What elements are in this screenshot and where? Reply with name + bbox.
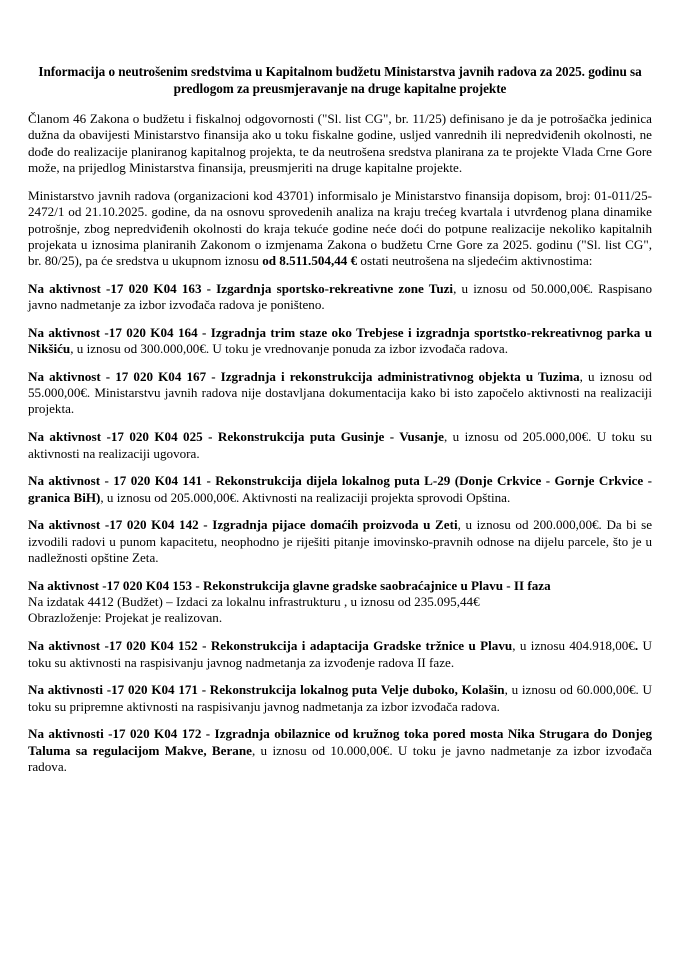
activity-153-explanation-line: Obrazloženje: Projekat je realizovan. <box>28 610 223 626</box>
activity-heading: Na aktivnost -17 020 K04 152 - Rekonstrukcija i adaptacija Gradske tržnice u Plavu <box>28 638 513 654</box>
activity-amount: , u iznosu od 60.000,00€. <box>504 682 639 698</box>
notice-lead-text: Ministarstvo javnih radova (organizacioni kod 43701) informisalo je Ministarstvo finansija dopisom, broj: 01-011/25-2472/1 od 21.10.2025. godine, da na osnovu sprovedenih analiza na kraju trećeg kvartala i utvrđenog plana dinamike potrošnje, zbog nepredviđenih okolnosti do kraja tekuće godine neće doći do potpune realizacije nekoliko kapitalnih projekata u iznosima planiranih Zakonom o izmjenama Zakona o budžetu Crne Gore za 2025. godinu ("Sl. list CG", br. 80/25), pa će sredstva u ukupnom iznosu <box>28 188 652 269</box>
activity-heading: Na aktivnost -17 020 K04 163 - Izgardnja sportsko-rekreativne zone Tuzi <box>28 280 454 296</box>
activity-note: U toku su pripremne aktivnosti na raspisivanju javnog nadmetanja za izbor izvođača radova. <box>28 682 653 714</box>
activity-item <box>28 726 652 775</box>
activity-amount-period: . <box>634 638 639 654</box>
activity-item <box>28 325 652 358</box>
activity-amount: , u iznosu od 205.000,00€. <box>100 489 240 505</box>
activity-heading: Na aktivnost -17 020 K04 153 - Rekonstrukcija glavne gradske saobraćajnice u Plavu - II faza <box>28 577 551 593</box>
activity-amount: , u iznosu 404.918,00€ <box>512 638 635 654</box>
activity-heading: Na aktivnost - 17 020 K04 141 - Rekonstrukcija dijela lokalnog puta L-29 (Donje Crkvice - Gornje Crkvice - granica BiH) <box>28 473 652 505</box>
activity-item-153 <box>28 578 652 627</box>
activity-heading: Na aktivnost - 17 020 K04 167 - Izgradnja i rekonstrukcija administrativnog objekta u Tuzima <box>28 368 580 384</box>
activity-item <box>28 473 652 506</box>
page-title <box>28 64 652 97</box>
activity-heading: Na aktivnosti -17 020 K04 171 - Rekonstrukcija lokalnog puta Velje duboko, Kolašin <box>28 682 505 698</box>
page-title-line-2: godinu sa predlogom za preusmjeravanje na druge kapitalne projekte <box>173 64 642 96</box>
paragraph-notice <box>28 188 652 269</box>
activity-heading: Na aktivnost -17 020 K04 025 - Rekonstrukcija puta Gusinje - Vusanje <box>28 429 444 445</box>
activity-amount: , u iznosu od 55.000,00€. <box>28 368 652 401</box>
activity-item <box>28 638 652 671</box>
activity-note: U toku je vrednovanje ponuda za izbor izvođača radova. <box>209 341 508 357</box>
activity-note: Ministarstvu javnih radova nije dostavljana dokumentacija kako bi isto započelo aktivnosti na realizaciji projekta. <box>28 385 652 417</box>
activity-amount: , u iznosu od 205.000,00€. <box>443 429 592 445</box>
paragraph-legal-basis-text: Članom 46 Zakona o budžetu i fiskalnoj odgovornosti ("Sl. list CG", br. 11/25) definisano je da je potrošačka jedinica dužna da obavijesti Ministarstvo finansija ako u toku fiskalne godine, usljed vanrednih ili nepredviđenih okolnosti, ne dođe do realizacije planiranog kapitalnog projekta, te da neutrošena sredstva planirana za te projekte Vlada Crne Gore može, na prijedlog Ministarstva finansija, preusmjeriti na druge kapitalne projekte. <box>28 111 652 175</box>
activity-item <box>28 369 652 418</box>
activity-item <box>28 281 652 314</box>
page-title-line-1: Informacija o neutrošenim sredstvima u Kapitalnom budžetu Ministarstva javnih radova za 2025. <box>38 64 585 79</box>
activity-item <box>28 682 652 715</box>
activity-amount: , u iznosu od 10.000,00€. <box>251 742 393 758</box>
paragraph-legal-basis <box>28 111 652 176</box>
activity-153-expense-line: Na izdatak 4412 (Budžet) – Izdaci za lokalnu infrastrukturu , u iznosu od 235.095,44€ <box>28 594 480 610</box>
activity-note: Aktivnosti na realizaciji projekta sprovodi Opština. <box>239 489 511 505</box>
activity-item <box>28 517 652 566</box>
notice-total-amount: od 8.511.504,44 € <box>262 253 358 269</box>
activity-note: U toku je javno nadmetanje za izbor izvođača radova. <box>28 742 652 774</box>
activity-note: Da bi se izvodili radovi u punom kapacitetu, neophodno je riješiti pitanje imovinsko-pravnih odnose na dijelu parcele, što je u nadležnosti opštine Zeta. <box>28 517 653 566</box>
activity-heading: Na aktivnosti -17 020 K04 172 - Izgradnja obilaznice od kružnog toka pored mosta Nika Strugara do Donjeg Taluma sa regulacijom Makve, Berane <box>28 726 652 758</box>
activity-heading: Na aktivnost -17 020 K04 142 - Izgradnja pijace domaćih proizvoda u Zeti <box>28 517 458 533</box>
activity-note: U toku su aktivnosti na realizaciji ugovora. <box>28 429 652 461</box>
document-body <box>28 64 652 775</box>
activity-heading: Na aktivnost -17 020 K04 164 - Izgradnja trim staze oko Trebjese i izgradnja sportstko-rekreativnog parka u Nikšiću <box>28 324 652 357</box>
notice-tail-text: ostati neutrošena na sljedećim aktivnostima: <box>357 253 593 269</box>
activity-amount: , u iznosu od 50.000,00€. <box>453 280 594 296</box>
activity-note: Raspisano javno nadmetanje za izbor izvođača radova je poništeno. <box>28 280 653 312</box>
activity-note: U toku su aktivnosti na raspisivanju javnog nadmetanja za izvođenje radova II faze. <box>28 638 652 670</box>
activity-amount: , u iznosu od 200.000,00€. <box>457 517 602 533</box>
activity-amount: , u iznosu od 300.000,00€. <box>70 341 210 357</box>
activity-item <box>28 429 652 462</box>
